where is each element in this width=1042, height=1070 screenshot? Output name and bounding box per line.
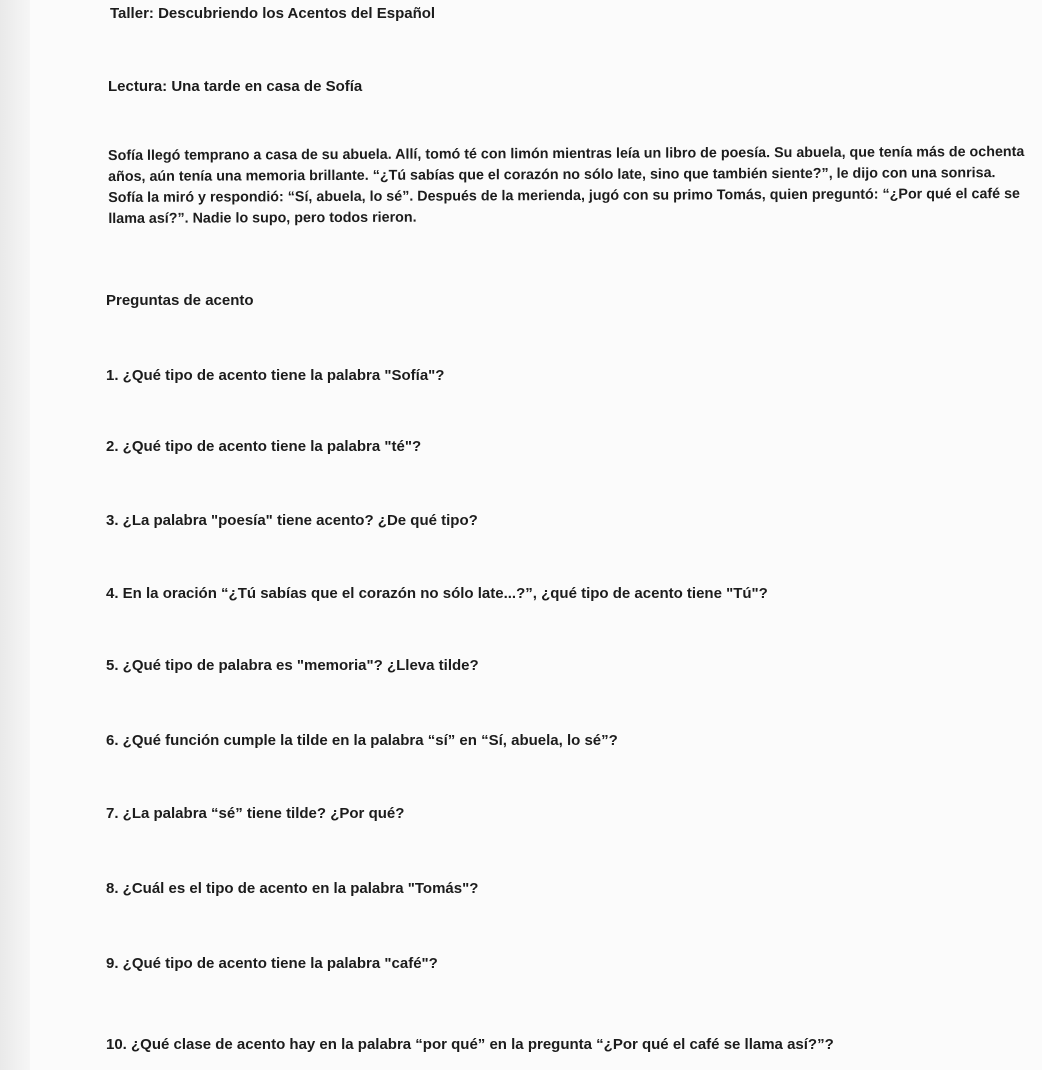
question-8: 8. ¿Cuál es el tipo de acento en la palabra "Tomás"? bbox=[106, 880, 479, 897]
question-5: 5. ¿Qué tipo de palabra es "memoria"? ¿Lleva tilde? bbox=[106, 657, 479, 674]
question-6: 6. ¿Qué función cumple la tilde en la palabra “sí” en “Sí, abuela, lo sé”? bbox=[106, 732, 618, 749]
question-4: 4. En la oración “¿Tú sabías que el corazón no sólo late...?”, ¿qué tipo de acento tiene "Tú"? bbox=[106, 585, 768, 602]
question-9: 9. ¿Qué tipo de acento tiene la palabra "café"? bbox=[106, 955, 438, 972]
reading-paragraph: Sofía llegó temprano a casa de su abuela. Allí, tomó té con limón mientras leía un libro de poesía. Su abuela, que tenía más de ochenta años, aún tenía una memoria brillante. “¿Tú sabías que el corazón no sólo late, sino que también siente?”, le dijo con una sonrisa. Sofía la miró y respondió: “Sí, abuela, lo sé”. Después de la merienda, jugó con su primo Tomás, quien preguntó: “¿Por qué el café se llama así?”. Nadie lo supo, pero todos rieron. bbox=[108, 144, 1025, 227]
worksheet-title: Taller: Descubriendo los Acentos del Español bbox=[110, 5, 436, 22]
question-3: 3. ¿La palabra "poesía" tiene acento? ¿De qué tipo? bbox=[106, 512, 478, 529]
worksheet-page bbox=[30, 0, 1042, 1070]
reading-title: Lectura: Una tarde en casa de Sofía bbox=[108, 78, 363, 95]
question-7: 7. ¿La palabra “sé” tiene tilde? ¿Por qué? bbox=[106, 805, 405, 822]
question-2: 2. ¿Qué tipo de acento tiene la palabra "té"? bbox=[106, 438, 422, 455]
scan-margin bbox=[0, 0, 30, 1070]
question-10: 10. ¿Qué clase de acento hay en la palabra “por qué” en la pregunta “¿Por qué el café se llama así?”? bbox=[106, 1036, 834, 1053]
questions-heading: Preguntas de acento bbox=[106, 292, 254, 309]
question-1: 1. ¿Qué tipo de acento tiene la palabra "Sofía"? bbox=[106, 367, 445, 384]
